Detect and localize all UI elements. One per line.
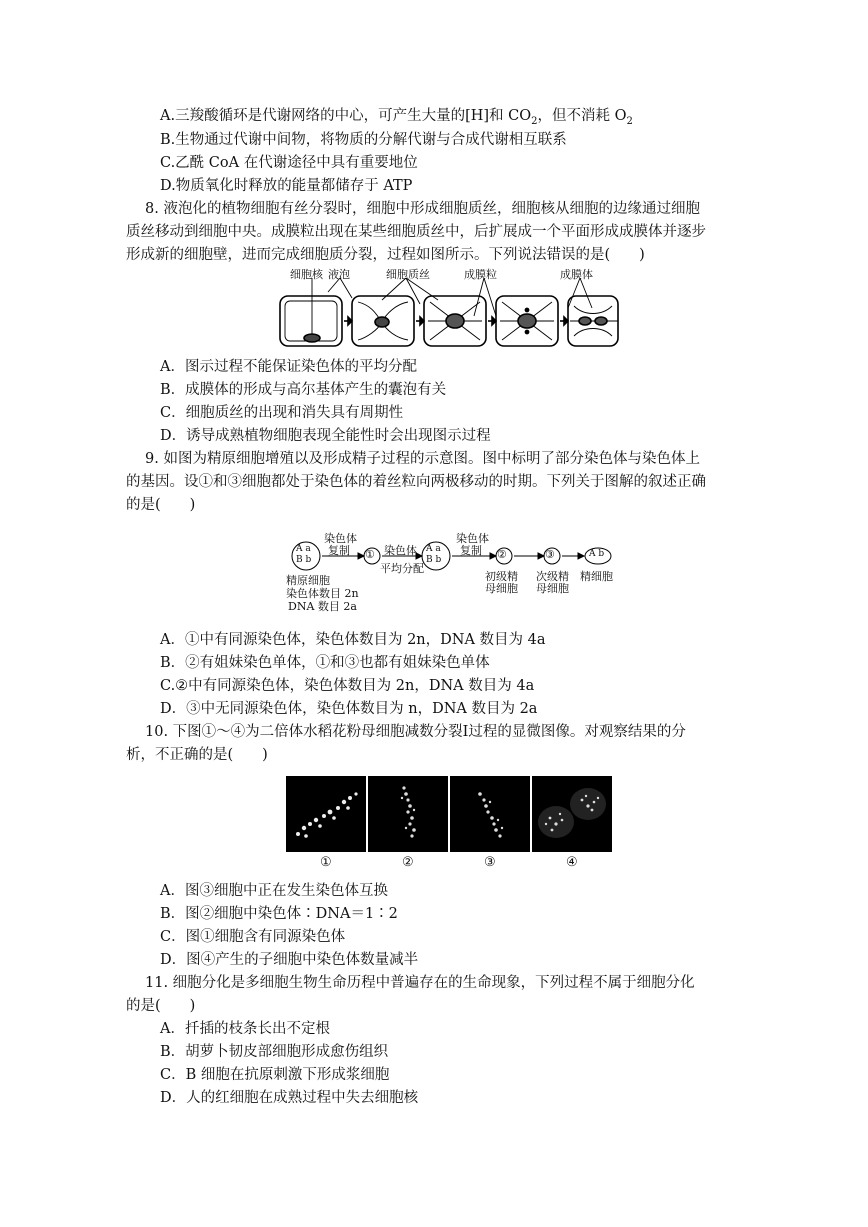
label-phragmosome-granules: 成膜粒 (464, 268, 497, 281)
q10-stem-line-2: 析，不正确的是( ) (126, 747, 268, 763)
q11-stem-line-2: 的是( ) (126, 998, 196, 1014)
arrow2-label-bottom: 平均分配 (380, 562, 424, 575)
sperm-cell-label: 精细胞 (580, 570, 613, 583)
gene-label-aa: A a (296, 544, 311, 554)
q7-option-d: D.物质氧化时释放的能量都储存于 ATP (160, 178, 413, 194)
arrow1-label-bottom: 复制 (328, 544, 350, 557)
q8-stem-line-3: 形成新的细胞壁，进而完成细胞质分裂，过程如图所示。下列说法错误的是( ) (126, 247, 645, 263)
q8-stem-line-1: 8. 液泡化的植物细胞有丝分裂时，细胞中形成细胞质丝，细胞核从细胞的边缘通过细胞 (145, 201, 700, 217)
micrograph-2 (368, 776, 448, 852)
sperm-gene-label: A b (589, 549, 605, 559)
secondary-spermatocyte-label-2: 母细胞 (536, 582, 569, 595)
cell-number-3: ③ (545, 548, 555, 561)
label-phragmoplast: 成膜体 (560, 268, 593, 281)
q8-option-d: D．诱导成熟植物细胞表现全能性时会出现图示过程 (160, 428, 491, 444)
micrograph-label-3: ③ (484, 855, 496, 870)
arrow2-label-top: 染色体 (384, 544, 417, 557)
q11-option-b: B．胡萝卜韧皮部细胞形成愈伤组织 (160, 1044, 389, 1060)
label-vacuole: 液泡 (328, 268, 350, 281)
q10-option-d: D．图④产生的子细胞中染色体数量减半 (160, 952, 419, 968)
q11-option-c: C．B 细胞在抗原刺激下形成浆细胞 (160, 1067, 390, 1083)
q10-stem-line-1: 10. 下图①～④为二倍体水稻花粉母细胞减数分裂Ⅰ过程的显微图像。对观察结果的分 (145, 724, 686, 740)
q11-option-d: D．人的红细胞在成熟过程中失去细胞核 (160, 1090, 419, 1106)
gene-label-bb-2: B b (426, 555, 442, 565)
q9-option-d: D．③中无同源染色体，染色体数目为 n，DNA 数目为 2a (160, 701, 538, 717)
cell-number-1: ① (365, 548, 375, 561)
micrograph-2-chromosomes (368, 776, 448, 852)
micrograph-1-chromosomes (286, 776, 366, 852)
micrograph-3 (450, 776, 530, 852)
spermatogonium-dna-count: DNA 数目 2a (288, 600, 357, 613)
micrograph-label-2: ② (402, 855, 414, 870)
micrograph-4-nuclei (532, 776, 612, 852)
q9-stem-line-1: 9. 如图为精原细胞增殖以及形成精子过程的示意图。图中标明了部分染色体与染色体上 (145, 451, 700, 467)
micrograph-3-chromosomes (450, 776, 530, 852)
arrow3-label-bottom: 复制 (460, 544, 482, 557)
arrow3-label-top: 染色体 (456, 532, 489, 545)
q8-option-b: B．成膜体的形成与高尔基体产生的囊泡有关 (160, 382, 447, 398)
q8-stem-line-2: 质丝移动到细胞中央。成膜粒出现在某些细胞质丝中，后扩展成一个平面形成成膜体并逐步 (126, 224, 706, 240)
q8-cell-division-figure (278, 266, 620, 348)
spermatogonium-chromosome-count: 染色体数目 2n (286, 587, 359, 600)
gene-label-aa-2: A a (426, 544, 441, 554)
label-cytoplasmic-strands: 细胞质丝 (386, 268, 430, 281)
q10-option-b: B．图②细胞中染色体∶DNA＝1∶2 (160, 906, 398, 922)
spermatogonium-label: 精原细胞 (286, 574, 330, 587)
q9-option-a: A．①中有同源染色体，染色体数目为 2n，DNA 数目为 4a (160, 632, 546, 648)
q10-option-a: A．图③细胞中正在发生染色体互换 (160, 883, 388, 899)
q11-stem-line-1: 11. 细胞分化是多细胞生物生命历程中普遍存在的生命现象，下列过程不属于细胞分化 (145, 975, 695, 991)
primary-spermatocyte-label-1: 初级精 (485, 570, 518, 583)
primary-spermatocyte-label-2: 母细胞 (485, 582, 518, 595)
micrograph-1 (286, 776, 366, 852)
micrograph-label-4: ④ (566, 855, 578, 870)
q9-stem-line-2: 的基因。设①和③细胞都处于染色体的着丝粒向两极移动的时期。下列关于图解的叙述正确 (126, 474, 706, 490)
q9-option-c: C.②中有同源染色体，染色体数目为 2n，DNA 数目为 4a (160, 678, 535, 694)
q9-stem-line-3: 的是( ) (126, 497, 196, 513)
q10-option-c: C．图①细胞含有同源染色体 (160, 929, 346, 945)
q7-option-a: A.三羧酸循环是代谢网络的中心，可产生大量的[H]和 $CO_2$，但不消耗 $O_2$ (160, 108, 633, 127)
q9-spermatogenesis-diagram (286, 528, 616, 614)
q7-option-b: B.生物通过代谢中间物，将物质的分解代谢与合成代谢相互联系 (160, 132, 567, 148)
q7-option-c: C.乙酰 CoA 在代谢途径中具有重要地位 (160, 155, 418, 171)
micrograph-label-1: ① (320, 855, 332, 870)
gene-label-bb: B b (296, 555, 312, 565)
label-nucleus: 细胞核 (290, 268, 323, 281)
q11-option-a: A．扦插的枝条长出不定根 (160, 1021, 330, 1037)
cell-sequence-drawing (278, 266, 620, 348)
q8-option-c: C．细胞质丝的出现和消失具有周期性 (160, 405, 404, 421)
arrow1-label-top: 染色体 (324, 532, 357, 545)
micrograph-4 (532, 776, 612, 852)
q9-option-b: B．②有姐妹染色单体，①和③也都有姐妹染色单体 (160, 655, 490, 671)
secondary-spermatocyte-label-1: 次级精 (536, 570, 569, 583)
cell-number-2: ② (497, 548, 507, 561)
q8-option-a: A．图示过程不能保证染色体的平均分配 (160, 359, 417, 375)
